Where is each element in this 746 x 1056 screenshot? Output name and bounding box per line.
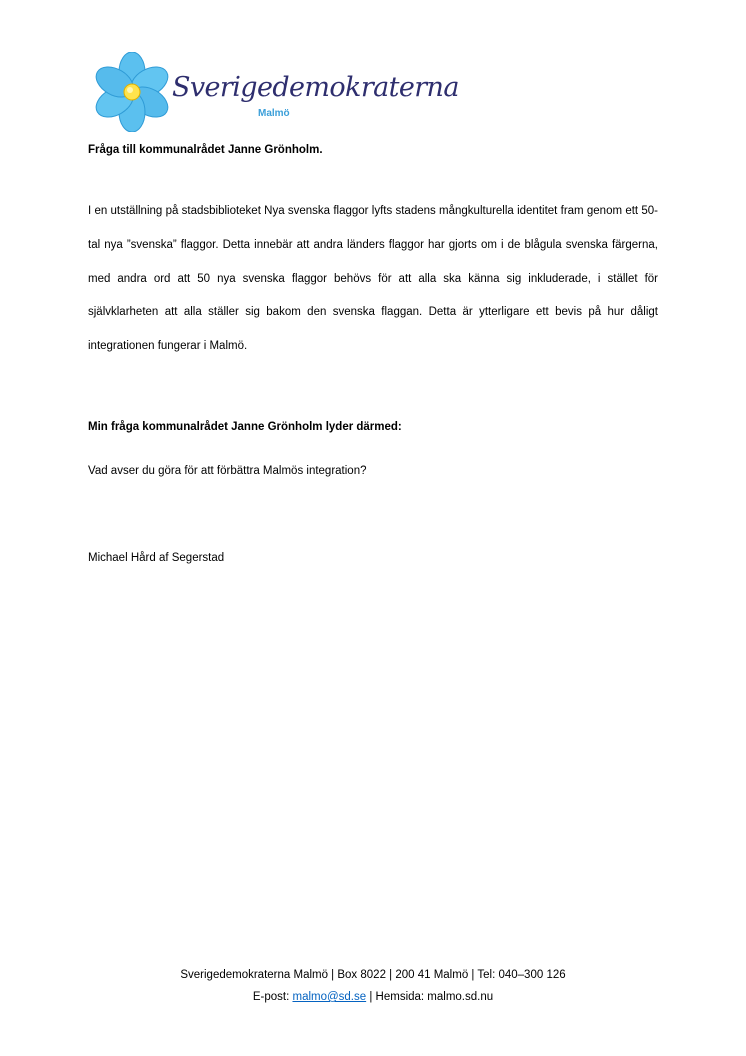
question-text: Vad avser du göra för att förbättra Malmös integration? [88,465,367,477]
email-link[interactable]: malmo@sd.se [292,991,367,1003]
question-heading: Min fråga kommunalrådet Janne Grönholm lyder därmed: [88,421,402,433]
footer-website: | Hemsida: malmo.sd.nu [366,991,494,1003]
party-name: Sverigedemokraterna [172,72,459,103]
blue-anemone-flower-icon [92,52,172,132]
main-paragraph: I en utställning på stadsbiblioteket Nya svenska flaggor lyfts stadens mångkulturella identitet fram genom ett 50-tal nya ”svenska” flaggor. Detta innebär att andra länders flaggor har gjorts om i de blågula svenska färgerna, med andra ord att 50 nya svenska flaggor behövs för att alla ska känna sig inkluderade, i stället för självklarheten att alla ställer sig bakom den svenska flaggan. Detta är ytterligare ett bevis på hur dåligt integrationen fungerar i Malmö. [88,205,658,352]
signature: Michael Hård af Segerstad [88,552,225,564]
document-heading: Fråga till kommunalrådet Janne Grönholm. [88,144,323,156]
party-logo [92,52,459,132]
footer-address: Sverigedemokraterna Malmö | Box 8022 | 200 41 Malmö | Tel: 040–300 126 [180,969,566,981]
footer-contact [0,988,746,1006]
party-branch: Malmö [258,108,290,119]
footer-email-label: E-post: [252,991,293,1003]
